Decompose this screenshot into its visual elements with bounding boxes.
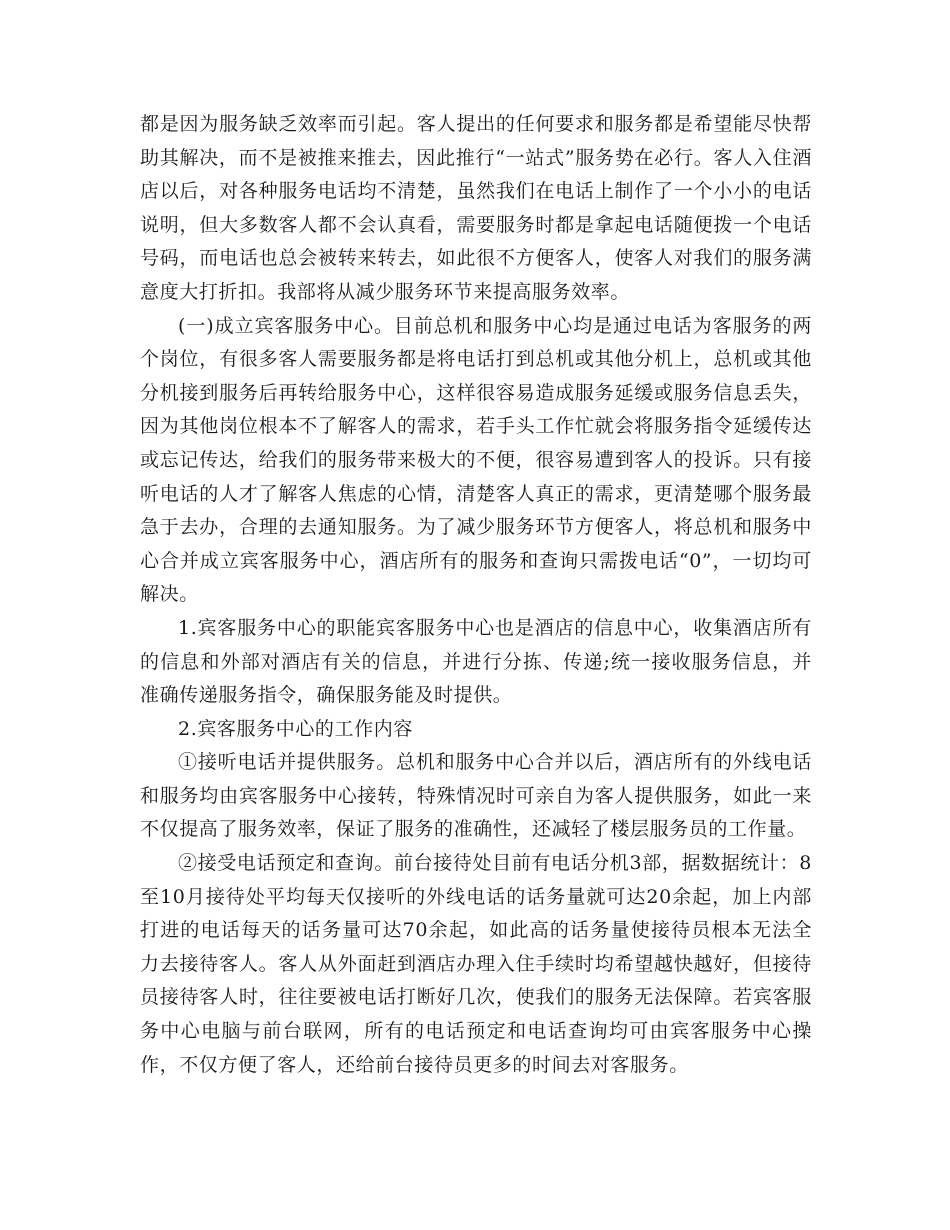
paragraph-answer-calls: ①接听电话并提供服务。总机和服务中心合并以后，酒店所有的外线电话和服务均由宾客服务中心接转，特殊情况时可亲自为客人提供服务，如此一来不仅提高了服务效率，保证了服务的准确性，还减轻了楼层服务员的工作量。 xyxy=(140,751,812,841)
paragraph-continuation: 都是因为服务缺乏效率而引起。客人提出的任何要求和服务都是希望能尽快帮助其解决，而不是被推来推去，因此推行“一站式”服务势在必行。客人入住酒店以后，对各种服务电话均不清楚，虽然我们在电话上制作了一个小小的电话说明，但大多数客人都不会认真看，需要服务时都是拿起电话随便拨一个电话号码，而电话也总会被转来转去，如此很不方便客人，使客人对我们的服务满意度大打折扣。我部将从减少服务环节来提高服务效率。 xyxy=(140,113,812,303)
paragraph-center-functions: 1.宾客服务中心的职能宾客服务中心也是酒店的信息中心，收集酒店所有的信息和外部对酒店有关的信息，并进行分拣、传递;统一接收服务信息，并准确传递服务指令，确保服务能及时提供。 xyxy=(140,616,812,707)
paragraph-work-content-heading: 2.宾客服务中心的工作内容 xyxy=(178,717,413,740)
paragraph-establish-guest-service-center: (一)成立宾客服务中心。目前总机和服务中心均是通过电话为客服务的两个岗位，有很多客人需要服务都是将电话打到总机或其他分机上，总机或其他分机接到服务后再转给服务中心，这样很容易造成服务延缓或服务信息丢失，因为其他岗位根本不了解客人的需求，若手头工作忙就会将服务指令延缓传达或忘记传达，给我们的服务带来极大的不便，很容易遭到客人的投诉。只有接听电话的人才了解客人焦虑的心情，清楚客人真正的需求，更清楚哪个服务最急于去办，合理的去通知服务。为了减少服务环节方便客人，将总机和服务中心合并成立宾客服务中心，酒店所有的服务和查询只需拨电话“0”，一切均可解决。 xyxy=(140,314,812,606)
paragraph-phone-reservations: ②接受电话预定和查询。前台接待处目前有电话分机3部，据数据统计：8至10月接待处平均每天仅接听的外线电话的话务量就可达20余起，加上内部打进的电话每天的话务量可达70余起，如此高的话务量使接待员根本无法全力去接待客人。客人从外面赶到酒店办理入住手续时均希望越快越好，但接待员接待客人时，往往要被电话打断好几次，使我们的服务无法保障。若宾客服务中心电脑与前台联网，所有的电话预定和电话查询均可由宾客服务中心操作，不仅方便了客人，还给前台接待员更多的时间去对客服务。 xyxy=(140,852,812,1076)
document-page xyxy=(140,108,812,1082)
